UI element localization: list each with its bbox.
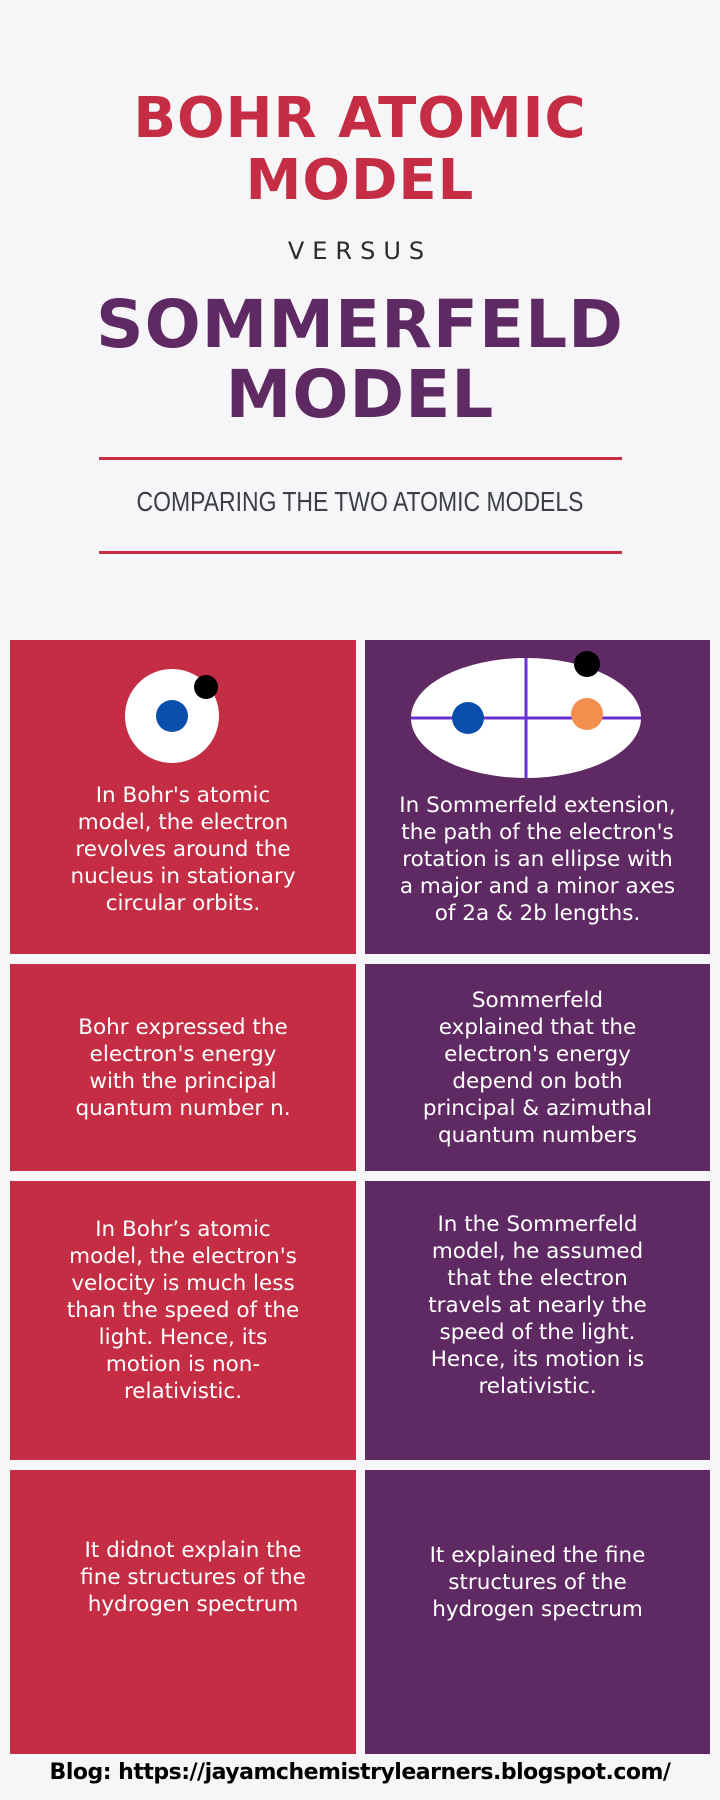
text-line: with the principal [89,1068,277,1094]
text-line: velocity is much less [71,1271,295,1296]
text-line: quantum number n. [75,1095,291,1121]
title-bohr-atomic-model [0,88,720,212]
sommerfeld-text-1 [365,792,710,927]
bohr-circular-orbit-icon [10,640,356,780]
text-line: Hence, its motion is [430,1347,645,1372]
text-line: rotation is an ellipse with [402,847,673,872]
text-line: model, he assumed [431,1239,644,1264]
text-line: In Sommerfeld extension, [399,793,676,818]
focus-nucleus-icon [571,698,603,730]
bohr-cell-orbit [10,640,356,954]
bohr-text-2 [59,1014,306,1122]
bohr-cell-fine-structure [10,1470,356,1754]
text-line: travels at nearly the [428,1293,647,1318]
title-sommerfeld-line2: MODEL [225,356,495,433]
text-line: a major and a minor axes [399,874,676,899]
text-line: It explained the fine [429,1542,646,1568]
text-line: revolves around the [75,837,291,862]
text-line: principal & azimuthal [422,1095,653,1121]
text-line: Bohr expressed the [78,1014,288,1040]
nucleus-icon [156,700,188,732]
text-line: In Bohr’s atomic [95,1217,271,1242]
text-line: the path of the electron's [401,820,674,845]
text-line: motion is non- [105,1352,261,1377]
text-line: that the electron [447,1266,628,1291]
text-line: hydrogen spectrum [87,1591,299,1617]
sommerfeld-text-2 [407,987,668,1149]
text-line: In Bohr's atomic [95,783,271,808]
sommerfeld-cell-energy [365,964,710,1171]
subtitle: COMPARING THE TWO ATOMIC MODELS [136,486,584,517]
sommerfeld-cell-velocity [365,1181,710,1460]
title-sommerfeld-line1: SOMMERFELD [96,286,624,363]
nucleus-icon [452,702,484,734]
bohr-text-1 [10,782,356,917]
text-line: electron's energy [89,1041,277,1067]
text-line: model, the electron's [69,1244,297,1269]
versus-label: VERSUS [287,237,433,265]
electron-icon [574,651,600,677]
text-line: relativistic. [478,1374,597,1399]
bohr-cell-energy [10,964,356,1171]
title-sommerfeld-model [0,286,720,433]
sommerfeld-cell-fine-structure [365,1470,710,1754]
text-line: than the speed of the [66,1298,300,1323]
text-line: model, the electron [77,810,289,835]
text-line: light. Hence, its [98,1325,268,1350]
text-line: fine structures of the [80,1564,306,1590]
text-line: hydrogen spectrum [432,1596,643,1622]
text-line: Sommerfeld [471,987,604,1013]
sommerfeld-text-4 [410,1542,666,1623]
text-line: nucleus in stationary [70,864,296,889]
bohr-text-3 [31,1216,335,1405]
blog-url-footer: Blog: https://jayamchemistrylearners.blogspot.com/ [49,1760,671,1785]
text-line: circular orbits. [105,891,261,916]
bohr-text-4 [40,1537,326,1618]
electron-icon [194,675,218,699]
text-line: depend on both [452,1068,623,1094]
text-line: speed of the light. [439,1320,636,1345]
sommerfeld-elliptical-orbit-icon [365,640,710,780]
text-line: structures of the [448,1569,627,1595]
text-line: In the Sommerfeld [437,1212,638,1237]
text-line: relativistic. [123,1379,243,1404]
text-line: of 2a & 2b lengths. [434,901,641,926]
text-line: electron's energy [444,1041,631,1067]
title-bohr-line2: MODEL [245,148,475,213]
text-line: explained that the [438,1014,637,1040]
title-bohr-line1: BOHR ATOMIC [133,86,587,151]
text-line: It didnot explain the [84,1537,302,1563]
sommerfeld-text-3 [388,1211,687,1400]
bohr-cell-velocity [10,1181,356,1460]
divider-bottom [99,551,622,554]
sommerfeld-cell-orbit [365,640,710,954]
divider-top [99,457,622,460]
text-line: quantum numbers [437,1122,637,1148]
